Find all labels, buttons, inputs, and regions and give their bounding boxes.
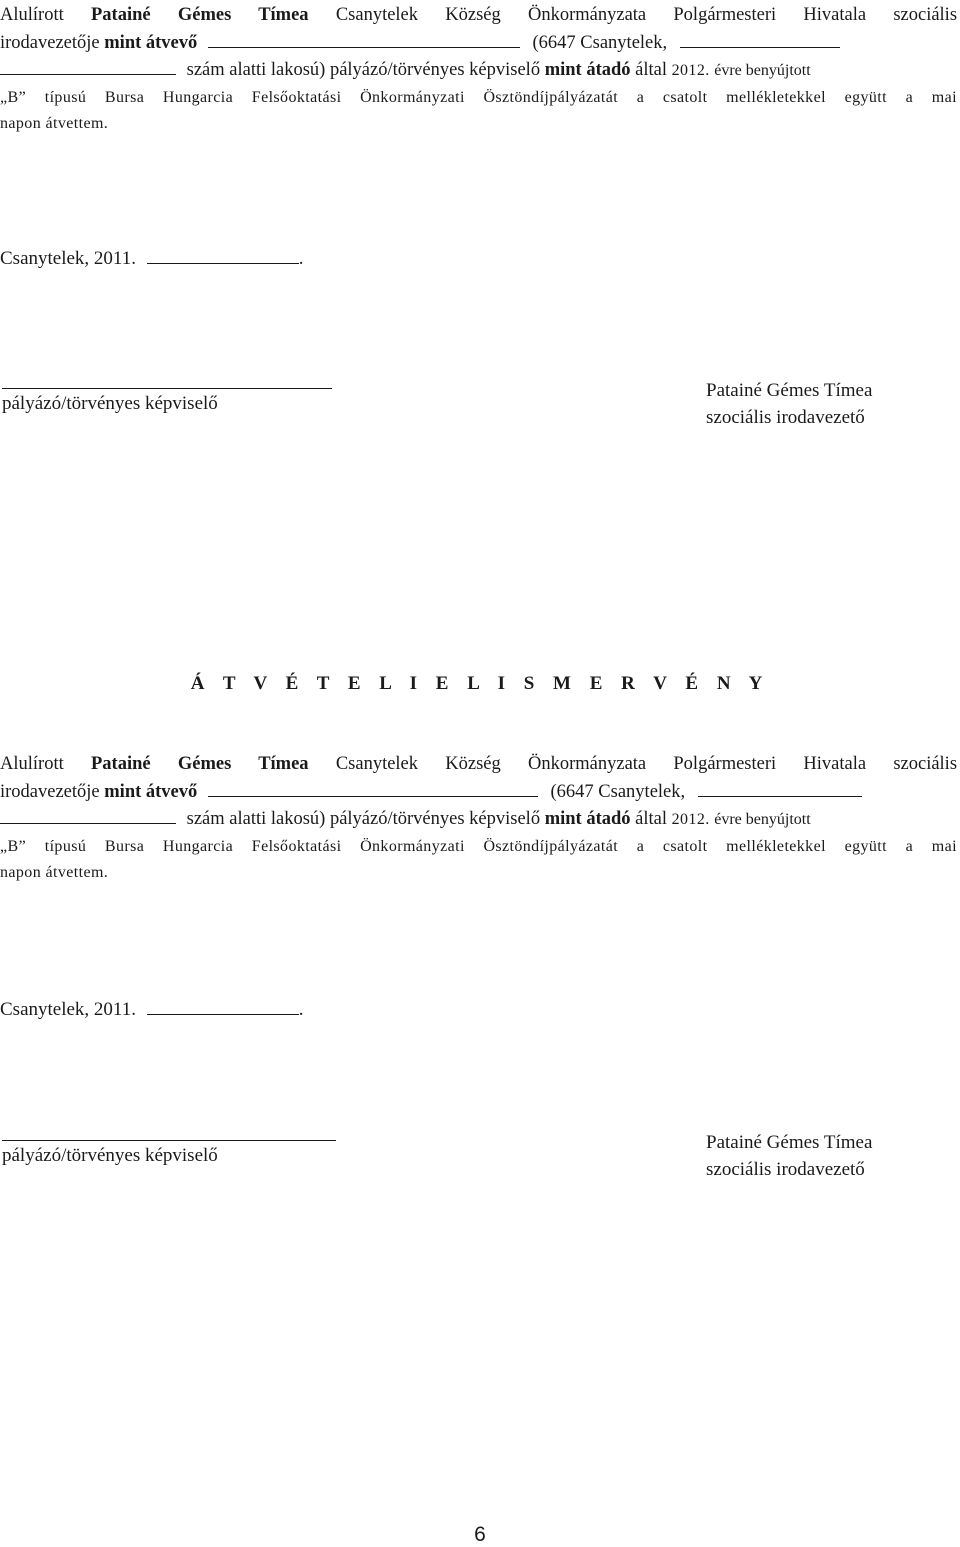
- recipient-name: Patainé Gémes Tímea: [91, 5, 309, 25]
- receipt-line-1: [0, 751, 957, 778]
- signature-line[interactable]: [2, 378, 332, 389]
- signature-left-top: [2, 378, 332, 417]
- address-prefix: (6647 Csanytelek,: [532, 32, 668, 53]
- office-text: Csanytelek Község Önkormányzata Polgármesteri Hivatala szociális: [335, 754, 958, 774]
- date-line-bottom: [0, 996, 957, 1021]
- resident-text: szám alatti lakosú) pályázó/törvényes képviselő: [186, 60, 541, 80]
- applicant-name-blank[interactable]: [208, 29, 520, 48]
- date-blank[interactable]: [147, 245, 299, 264]
- word-alulirott: Alulírott: [0, 5, 64, 25]
- receipt-line-3: [0, 56, 957, 85]
- page-number: 6: [474, 1523, 486, 1546]
- signature-left-label: pályázó/törvényes képviselő: [2, 1145, 218, 1166]
- word-altal: által: [635, 809, 667, 829]
- receipt-bottom-paragraph: [0, 751, 957, 887]
- house-number-blank[interactable]: [0, 805, 176, 824]
- receipt-line-2: [0, 778, 957, 806]
- signature-right-bottom: [706, 1129, 872, 1183]
- receipt-line-5: napon átvettem.: [0, 864, 109, 881]
- receipt-bottom: [0, 751, 957, 887]
- signature-right-title: szociális irodavezető: [706, 407, 865, 428]
- signature-left-bottom: [2, 1130, 336, 1169]
- date-period: .: [298, 999, 304, 1020]
- role-deliverer: mint átadó: [544, 60, 631, 80]
- date-period: .: [298, 248, 304, 269]
- receipt-line-3: [0, 805, 957, 834]
- signature-line[interactable]: [2, 1130, 336, 1141]
- resident-text: szám alatti lakosú) pályázó/törvényes képviselő: [186, 809, 541, 829]
- recipient-name: Patainé Gémes Tímea: [91, 754, 309, 774]
- receipt-line-1: [0, 2, 957, 29]
- receipt-line-5: napon átvettem.: [0, 115, 109, 132]
- receipt-line-4: „B” típusú Bursa Hungarcia Felsőoktatási Önkormányzati Ösztöndíjpályázatát a csatolt mellékletekkel együtt a mai: [0, 88, 957, 106]
- receipt-line-4: „B” típusú Bursa Hungarcia Felsőoktatási Önkormányzati Ösztöndíjpályázatát a csatolt mellékletekkel együtt a mai: [0, 837, 957, 855]
- signature-right-title: szociális irodavezető: [706, 1159, 865, 1180]
- year: 2012.: [671, 811, 710, 828]
- role-receiver: mint átvevő: [104, 781, 198, 802]
- street-blank[interactable]: [680, 29, 840, 48]
- word-altal: által: [635, 60, 667, 80]
- word-alulirott: Alulírott: [0, 754, 64, 774]
- role-receiver: mint átvevő: [104, 32, 198, 53]
- year: 2012.: [671, 62, 710, 79]
- date-blank[interactable]: [147, 996, 299, 1015]
- signature-right-top: [706, 377, 872, 431]
- signature-right-name: Patainé Gémes Tímea: [706, 1132, 873, 1153]
- submitted-text: évre benyújtott: [714, 811, 811, 828]
- street-blank[interactable]: [698, 778, 862, 797]
- office-text: Csanytelek Község Önkormányzata Polgármesteri Hivatala szociális: [335, 5, 958, 25]
- date-place-text: Csanytelek, 2011.: [0, 248, 136, 269]
- word-irodavezetoje: irodavezetője: [0, 781, 100, 802]
- signature-right-name: Patainé Gémes Tímea: [706, 380, 873, 401]
- word-irodavezetoje: irodavezetője: [0, 32, 100, 53]
- address-prefix: (6647 Csanytelek,: [550, 781, 686, 802]
- receipt-line-2: [0, 29, 957, 57]
- signature-left-label: pályázó/törvényes képviselő: [2, 393, 218, 414]
- role-deliverer: mint átadó: [544, 809, 631, 829]
- applicant-name-blank[interactable]: [208, 778, 538, 797]
- receipt-top: [0, 2, 957, 138]
- date-line-top: [0, 245, 957, 270]
- submitted-text: évre benyújtott: [714, 62, 811, 79]
- date-place-text: Csanytelek, 2011.: [0, 999, 136, 1020]
- section-title: Á T V É T E L I E L I S M E R V É N Y: [190, 673, 770, 694]
- house-number-blank[interactable]: [0, 56, 176, 75]
- receipt-top-paragraph: [0, 2, 957, 138]
